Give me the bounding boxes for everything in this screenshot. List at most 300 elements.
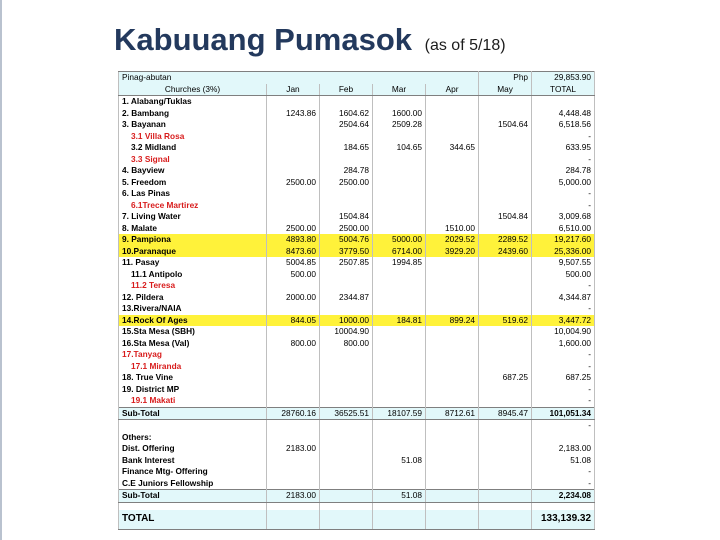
cell-feb	[320, 131, 373, 143]
cell-feb	[320, 455, 373, 467]
cell-feb: 5004.76	[320, 234, 373, 246]
cell-total	[532, 96, 595, 108]
empty-cell	[320, 502, 373, 510]
empty-cell	[479, 432, 532, 444]
cell-mar	[373, 443, 426, 455]
church-row	[119, 131, 595, 143]
cell-feb: 2507.85	[320, 257, 373, 269]
empty-cell	[532, 432, 595, 444]
cell-mar	[373, 326, 426, 338]
church-row	[119, 154, 595, 166]
cell-feb: 800.00	[320, 338, 373, 350]
cell-feb	[320, 372, 373, 384]
cell-feb: 3779.50	[320, 246, 373, 258]
church-row	[119, 292, 595, 304]
cell-apr	[426, 269, 479, 281]
church-row	[119, 372, 595, 384]
church-name: 11.2 Teresa	[119, 280, 267, 292]
cell-may	[479, 177, 532, 189]
cell-jan	[267, 211, 320, 223]
other-income-row	[119, 466, 595, 478]
cell-apr: 2029.52	[426, 234, 479, 246]
header-jan: Jan	[267, 84, 320, 96]
church-name: 3. Bayanan	[119, 119, 267, 131]
other-name: C.E Juniors Fellowship	[119, 478, 267, 490]
empty-cell	[532, 502, 595, 510]
cell-total: 4,448.48	[532, 108, 595, 120]
church-row	[119, 142, 595, 154]
cell-apr	[426, 478, 479, 490]
cell-jan: 4893.80	[267, 234, 320, 246]
cell-jan: 500.00	[267, 269, 320, 281]
cell-may: 1504.84	[479, 211, 532, 223]
cell-apr	[426, 303, 479, 315]
cell-may	[479, 269, 532, 281]
church-name: 12. Pildera	[119, 292, 267, 304]
cell-apr: 1510.00	[426, 223, 479, 235]
church-name: 10.Paranaque	[119, 246, 267, 258]
cell-may: 1504.64	[479, 119, 532, 131]
subtotal-mar: 51.08	[373, 490, 426, 503]
cell-jan: 844.05	[267, 315, 320, 327]
cell-apr: 899.24	[426, 315, 479, 327]
cell-mar: 5000.00	[373, 234, 426, 246]
cell-total: 19,217.60	[532, 234, 595, 246]
church-name: 6.1Trece Martirez	[119, 200, 267, 212]
church-row	[119, 338, 595, 350]
empty-cell	[267, 432, 320, 444]
grand-total-value: 133,139.32	[532, 510, 595, 530]
cell-jan	[267, 349, 320, 361]
cell-total: 1,600.00	[532, 338, 595, 350]
title-date: (as of 5/18)	[424, 37, 506, 54]
cell-jan	[267, 131, 320, 143]
church-row	[119, 246, 595, 258]
cell-apr	[426, 200, 479, 212]
cell-jan: 2500.00	[267, 177, 320, 189]
cell-jan: 5004.85	[267, 257, 320, 269]
cell-total: -	[532, 154, 595, 166]
cell-apr	[426, 349, 479, 361]
cell-mar	[373, 211, 426, 223]
cell-mar	[373, 165, 426, 177]
cell-total: -	[532, 200, 595, 212]
church-row	[119, 257, 595, 269]
cell-may	[479, 478, 532, 490]
others-subtotal-row	[119, 490, 595, 503]
empty-cell	[479, 502, 532, 510]
cell-mar	[373, 292, 426, 304]
church-row	[119, 165, 595, 177]
cell-apr	[426, 96, 479, 108]
cell-mar	[373, 154, 426, 166]
cell-jan	[267, 372, 320, 384]
church-name: 8. Malate	[119, 223, 267, 235]
title-text: Kabuuang Pumasok	[114, 22, 412, 57]
cell-mar: 6714.00	[373, 246, 426, 258]
cell-may	[479, 303, 532, 315]
header-apr: Apr	[426, 84, 479, 96]
cell-total: 3,009.68	[532, 211, 595, 223]
cell-feb: 10004.90	[320, 326, 373, 338]
subtotal-feb: 36525.51	[320, 407, 373, 420]
churches-subtotal-row	[119, 407, 595, 420]
cell-total: -	[532, 361, 595, 373]
other-income-row	[119, 443, 595, 455]
cell-jan	[267, 466, 320, 478]
cell-total: -	[532, 303, 595, 315]
cell-total: -	[532, 478, 595, 490]
header-feb: Feb	[320, 84, 373, 96]
cell-apr	[426, 108, 479, 120]
cell-jan	[267, 200, 320, 212]
subtotal-total: 2,234.08	[532, 490, 595, 503]
cell-may	[479, 280, 532, 292]
cell-mar	[373, 177, 426, 189]
cell-may	[479, 443, 532, 455]
subtotal-jan: 2183.00	[267, 490, 320, 503]
cell-feb	[320, 96, 373, 108]
cell-total: -	[532, 395, 595, 407]
church-name: 11. Pasay	[119, 257, 267, 269]
cell-mar: 184.81	[373, 315, 426, 327]
cell-mar	[373, 372, 426, 384]
cell-may	[479, 338, 532, 350]
grand-total-label: TOTAL	[119, 510, 267, 530]
cell-total: 9,507.55	[532, 257, 595, 269]
church-row	[119, 349, 595, 361]
cell-total: 3,447.72	[532, 315, 595, 327]
church-row	[119, 188, 595, 200]
empty-cell	[373, 510, 426, 530]
cell-jan	[267, 326, 320, 338]
others-label: Others:	[119, 432, 267, 444]
others-heading-row	[119, 432, 595, 444]
header-mar: Mar	[373, 84, 426, 96]
cell-feb	[320, 303, 373, 315]
cell-jan	[267, 455, 320, 467]
cell-feb	[320, 154, 373, 166]
other-name: Dist. Offering	[119, 443, 267, 455]
cell-jan	[267, 478, 320, 490]
cell-jan: 2500.00	[267, 223, 320, 235]
header-churches: Churches (3%)	[119, 84, 267, 96]
empty-cell	[479, 420, 532, 432]
subtotal-mar: 18107.59	[373, 407, 426, 420]
church-row	[119, 119, 595, 131]
subtotal-apr	[426, 490, 479, 503]
cell-mar: 1994.85	[373, 257, 426, 269]
church-row	[119, 200, 595, 212]
cell-apr	[426, 338, 479, 350]
cell-total: 500.00	[532, 269, 595, 281]
cell-mar	[373, 303, 426, 315]
cell-total: -	[532, 188, 595, 200]
church-name: 6. Las Pinas	[119, 188, 267, 200]
cell-mar	[373, 395, 426, 407]
cell-mar	[373, 131, 426, 143]
cell-feb: 284.78	[320, 165, 373, 177]
cell-may: 2289.52	[479, 234, 532, 246]
cell-jan	[267, 96, 320, 108]
cell-feb	[320, 384, 373, 396]
church-name: 17.Tanyag	[119, 349, 267, 361]
cell-feb	[320, 395, 373, 407]
church-name: 11.1 Antipolo	[119, 269, 267, 281]
cell-apr	[426, 177, 479, 189]
cell-total: 284.78	[532, 165, 595, 177]
cell-jan	[267, 280, 320, 292]
church-name: 9. Pampiona	[119, 234, 267, 246]
subtotal-jan: 28760.16	[267, 407, 320, 420]
cell-jan	[267, 395, 320, 407]
cell-jan: 8473.60	[267, 246, 320, 258]
other-name: Finance Mtg- Offering	[119, 466, 267, 478]
subtotal-total: 101,051.34	[532, 407, 595, 420]
cell-feb: 1604.62	[320, 108, 373, 120]
cell-feb	[320, 361, 373, 373]
church-name: 15.Sta Mesa (SBH)	[119, 326, 267, 338]
church-row	[119, 211, 595, 223]
cell-jan	[267, 142, 320, 154]
cell-apr	[426, 188, 479, 200]
table-body	[119, 72, 595, 530]
cell-feb: 2344.87	[320, 292, 373, 304]
church-name: 19.1 Makati	[119, 395, 267, 407]
cell-may	[479, 326, 532, 338]
other-name: Bank Interest	[119, 455, 267, 467]
other-income-row	[119, 455, 595, 467]
empty-cell	[267, 510, 320, 530]
cell-feb	[320, 443, 373, 455]
cell-feb	[320, 188, 373, 200]
empty-cell	[267, 502, 320, 510]
cell-may	[479, 131, 532, 143]
empty-cell	[426, 502, 479, 510]
cell-total: 633.95	[532, 142, 595, 154]
cell-apr	[426, 443, 479, 455]
cell-feb	[320, 466, 373, 478]
cell-mar	[373, 384, 426, 396]
cell-jan	[267, 154, 320, 166]
cell-mar: 51.08	[373, 455, 426, 467]
cell-feb: 184.65	[320, 142, 373, 154]
empty-cell	[320, 510, 373, 530]
empty-cell	[373, 432, 426, 444]
cell-total: -	[532, 384, 595, 396]
empty-cell	[426, 420, 479, 432]
cell-feb	[320, 349, 373, 361]
empty-cell	[373, 502, 426, 510]
header-total: TOTAL	[532, 84, 595, 96]
cell-feb	[320, 200, 373, 212]
cell-apr	[426, 326, 479, 338]
cell-apr	[426, 372, 479, 384]
cell-feb: 2504.64	[320, 119, 373, 131]
cell-may	[479, 200, 532, 212]
cell-may	[479, 395, 532, 407]
cell-apr	[426, 466, 479, 478]
cell-apr	[426, 292, 479, 304]
cell-total: -	[532, 466, 595, 478]
other-income-row	[119, 478, 595, 490]
subtotal-may: 8945.47	[479, 407, 532, 420]
income-spreadsheet	[118, 71, 594, 530]
subtotal-label: Sub-Total	[119, 407, 267, 420]
subtotal-label: Sub-Total	[119, 490, 267, 503]
church-name: 17.1 Miranda	[119, 361, 267, 373]
empty-cell	[320, 420, 373, 432]
cell-may	[479, 108, 532, 120]
cell-feb: 2500.00	[320, 177, 373, 189]
header-row	[119, 84, 595, 96]
church-name: 3.3 Signal	[119, 154, 267, 166]
cell-may	[479, 223, 532, 235]
church-row	[119, 269, 595, 281]
subtotal-may	[479, 490, 532, 503]
cell-apr	[426, 280, 479, 292]
cell-total: 4,344.87	[532, 292, 595, 304]
cell-may	[479, 165, 532, 177]
empty-cell	[373, 420, 426, 432]
church-name: 3.1 Villa Rosa	[119, 131, 267, 143]
cell-may	[479, 142, 532, 154]
cell-mar	[373, 349, 426, 361]
cell-mar	[373, 280, 426, 292]
cell-mar	[373, 338, 426, 350]
empty-cell	[267, 420, 320, 432]
cell-mar	[373, 361, 426, 373]
cell-total: -	[532, 349, 595, 361]
cell-mar: 2509.28	[373, 119, 426, 131]
cell-may	[479, 188, 532, 200]
church-name: 7. Living Water	[119, 211, 267, 223]
empty-cell	[426, 510, 479, 530]
church-name: 1. Alabang/Tuklas	[119, 96, 267, 108]
church-row	[119, 108, 595, 120]
cell-apr: 344.65	[426, 142, 479, 154]
cell-may	[479, 384, 532, 396]
cell-total: 25,336.00	[532, 246, 595, 258]
cell-total: 5,000.00	[532, 177, 595, 189]
subtotal-apr: 8712.61	[426, 407, 479, 420]
church-row	[119, 96, 595, 108]
cell-mar	[373, 200, 426, 212]
church-row	[119, 223, 595, 235]
cell-may	[479, 466, 532, 478]
cell-apr	[426, 131, 479, 143]
church-name: 18. True Vine	[119, 372, 267, 384]
church-row	[119, 234, 595, 246]
cell-total: -	[532, 280, 595, 292]
cell-feb: 1504.84	[320, 211, 373, 223]
cell-may	[479, 257, 532, 269]
dash-row	[119, 420, 595, 432]
cell-jan	[267, 165, 320, 177]
cell-feb	[320, 478, 373, 490]
cell-jan	[267, 361, 320, 373]
cell-may	[479, 154, 532, 166]
cell-total: 6,518.56	[532, 119, 595, 131]
cell-feb	[320, 280, 373, 292]
cell-jan: 2183.00	[267, 443, 320, 455]
cell-may: 519.62	[479, 315, 532, 327]
church-name: 3.2 Midland	[119, 142, 267, 154]
cell-total: -	[532, 131, 595, 143]
cell-mar	[373, 96, 426, 108]
church-row	[119, 280, 595, 292]
church-row	[119, 177, 595, 189]
cell-apr	[426, 257, 479, 269]
cell-may: 687.25	[479, 372, 532, 384]
cell-feb	[320, 269, 373, 281]
empty-cell	[426, 432, 479, 444]
cell-may	[479, 361, 532, 373]
cell-mar	[373, 466, 426, 478]
empty-cell	[320, 432, 373, 444]
church-row	[119, 384, 595, 396]
cell-apr	[426, 165, 479, 177]
church-name: 13.Rivera/NAIA	[119, 303, 267, 315]
cell-apr: 3929.20	[426, 246, 479, 258]
spacer-row	[119, 502, 595, 510]
empty-cell	[119, 420, 267, 432]
cell-total: 6,510.00	[532, 223, 595, 235]
cell-may	[479, 96, 532, 108]
page-title	[114, 20, 506, 66]
church-name: 16.Sta Mesa (Val)	[119, 338, 267, 350]
left-border	[0, 0, 2, 540]
cell-mar	[373, 478, 426, 490]
church-name: 4. Bayview	[119, 165, 267, 177]
empty-cell	[479, 510, 532, 530]
cell-apr	[426, 211, 479, 223]
cell-may	[479, 292, 532, 304]
empty-cell	[119, 502, 267, 510]
cell-may	[479, 455, 532, 467]
cell-apr	[426, 455, 479, 467]
cell-may: 2439.60	[479, 246, 532, 258]
cell-mar	[373, 223, 426, 235]
cell-jan: 1243.86	[267, 108, 320, 120]
opening-label: Pinag-abutan	[119, 72, 479, 84]
cell-jan	[267, 188, 320, 200]
cell-apr	[426, 384, 479, 396]
header-may: May	[479, 84, 532, 96]
church-name: 5. Freedom	[119, 177, 267, 189]
dash-cell: -	[532, 420, 595, 432]
opening-currency: Php	[479, 72, 532, 84]
cell-total: 10,004.90	[532, 326, 595, 338]
church-name: 19. District MP	[119, 384, 267, 396]
cell-apr	[426, 395, 479, 407]
church-row	[119, 361, 595, 373]
cell-mar: 1600.00	[373, 108, 426, 120]
cell-apr	[426, 154, 479, 166]
cell-apr	[426, 361, 479, 373]
cell-mar	[373, 188, 426, 200]
subtotal-feb	[320, 490, 373, 503]
cell-jan	[267, 303, 320, 315]
cell-total: 51.08	[532, 455, 595, 467]
cell-jan	[267, 384, 320, 396]
cell-total: 687.25	[532, 372, 595, 384]
church-name: 14.Rock Of Ages	[119, 315, 267, 327]
church-row	[119, 303, 595, 315]
church-row	[119, 395, 595, 407]
church-row	[119, 326, 595, 338]
cell-jan: 800.00	[267, 338, 320, 350]
